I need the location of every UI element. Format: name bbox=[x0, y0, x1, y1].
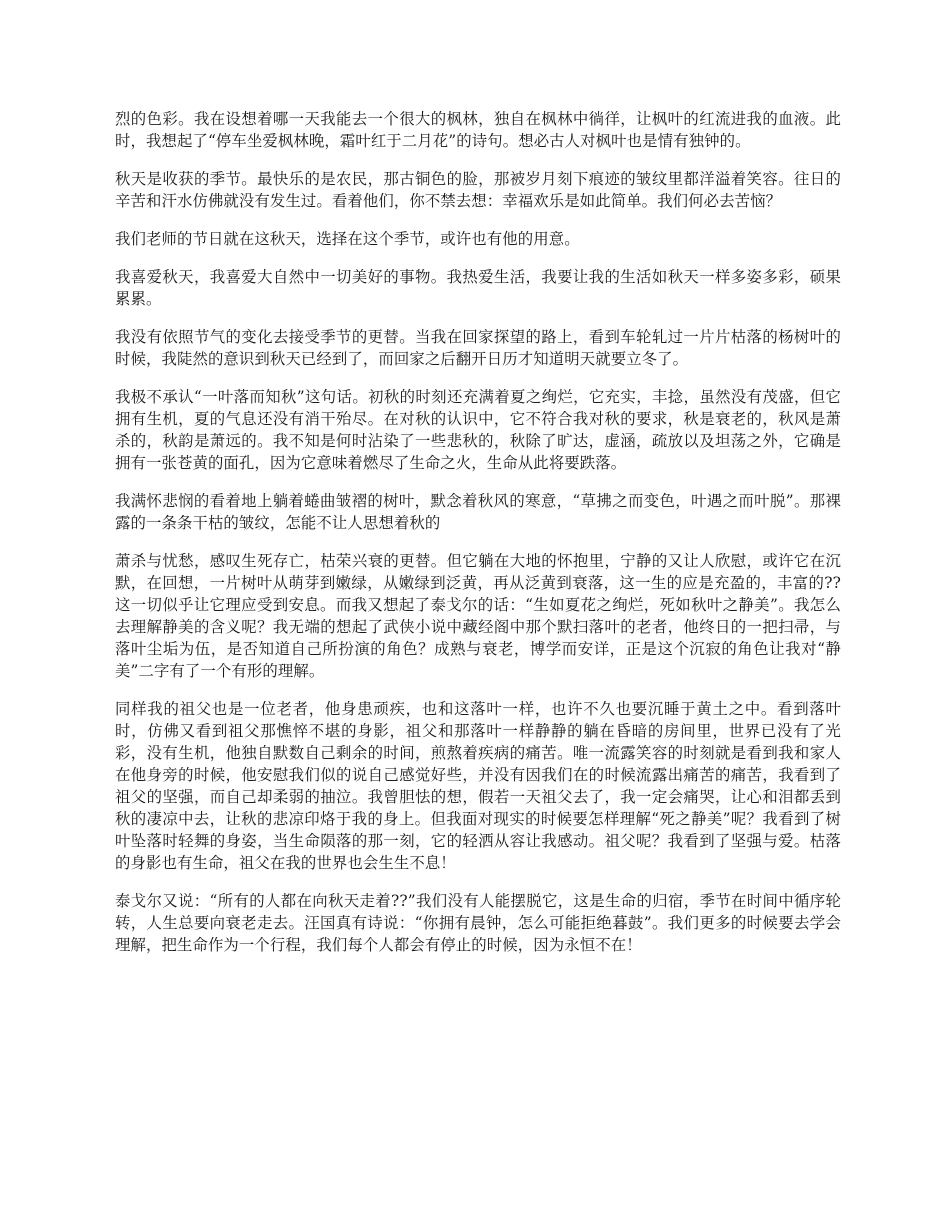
paragraph-2: 秋天是收获的季节。最快乐的是农民，那古铜色的脸，那被岁月刻下痕迹的皱纹里都洋溢着笑容。往日的辛苦和汗水仿佛就没有发生过。看着他们，你不禁去想：幸福欢乐是如此简单。我们何必去苦恼？ bbox=[115, 170, 841, 210]
paragraph-1: 烈的色彩。我在设想着哪一天我能去一个很大的枫林，独自在枫林中徜徉，让枫叶的红流进我的血液。此时，我想起了“停车坐爱枫林晚，霜叶红于二月花”的诗句。想必古人对枫叶也是情有独钟的。 bbox=[115, 110, 841, 150]
paragraph-9: 同样我的祖父也是一位老者，他身患顽疾，也和这落叶一样，也许不久也要沉睡于黄土之中。看到落叶时，仿佛又看到祖父那憔悴不堪的身影，祖父和那落叶一样静静的躺在昏暗的房间里，世界已没有了光彩，没有生机，他独自默数自己剩余的时间，煎熬着疾病的痛苦。唯一流露笑容的时刻就是看到我和家人在他身旁的时候，他安慰我们似的说自己感觉好些，并没有因我们在的时候流露出痛苦的痛苦，我看到了祖父的坚强，而自己却柔弱的抽泣。我曾胆怯的想，假若一天祖父去了，我一定会痛哭，让心和泪都丢到秋的凄凉中去，让秋的悲凉印烙于我的身上。但我面对现实的时候要怎样理解“死之静美”呢？我看到了树叶坠落时轻舞的身姿，当生命陨落的那一刻，它的轻洒从容让我感动。祖父呢？我看到了坚强与爱。枯落的身影也有生命，祖父在我的世界也会生生不息！ bbox=[115, 700, 841, 872]
paragraph-4: 我喜爱秋天，我喜爱大自然中一切美好的事物。我热爱生活，我要让我的生活如秋天一样多姿多彩，硕果累累。 bbox=[115, 268, 841, 308]
paragraph-8: 萧杀与忧愁，感叹生死存亡，枯荣兴衰的更替。但它躺在大地的怀抱里，宁静的又让人欣慰，或许它在沉默，在回想，一片树叶从萌芽到嫩绿，从嫩绿到泛黄，再从泛黄到衰落，这一生的应是充盈的，丰富的??这一切似乎让它理应受到安息。而我又想起了泰戈尔的话：“生如夏花之绚烂，死如秋叶之静美”。我怎么去理解静美的含义呢？我无端的想起了武侠小说中藏经阁中那个默扫落叶的老者，他终日的一把扫帚，与落叶尘垢为伍，是否知道自己所扮演的角色？成熟与衰老，博学而安详，正是这个沉寂的角色让我对“静美”二字有了一个有形的理解。 bbox=[115, 552, 841, 680]
paragraph-6: 我极不承认“一叶落而知秋”这句话。初秋的时刻还充满着夏之绚烂，它充实，丰捻，虽然没有茂盛，但它拥有生机，夏的气息还没有消干殆尽。在对秋的认识中，它不符合我对秋的要求，秋是衰老的，秋风是萧杀的，秋韵是萧远的。我不知是何时沾染了一些悲秋的，秋除了旷达，虚涵，疏放以及坦荡之外，它确是拥有一张苍黄的面孔，因为它意味着燃尽了生命之火，生命从此将要跌落。 bbox=[115, 388, 841, 472]
paragraph-3: 我们老师的节日就在这秋天，选择在这个季节，或许也有他的用意。 bbox=[115, 230, 580, 248]
document-body bbox=[115, 108, 841, 972]
paragraph-10: 泰戈尔又说：“所有的人都在向秋天走着??”我们没有人能摆脱它，这是生命的归宿，季节在时间中循序轮转，人生总要向衰老走去。汪国真有诗说：“你拥有晨钟，怎么可能拒绝暮鼓”。我们更多的时候要去学会理解，把生命作为一个行程，我们每个人都会有停止的时候，因为永恒不在！ bbox=[115, 892, 841, 954]
paragraph-7: 我满怀悲悯的看着地上躺着蜷曲皱褶的树叶，默念着秋风的寒意，“草拂之而变色，叶遇之而叶脱”。那裸露的一条条干枯的皱纹，怎能不让人思想着秋的 bbox=[115, 492, 841, 532]
paragraph-5: 我没有依照节气的变化去接受季节的更替。当我在回家探望的路上，看到车轮轧过一片片枯落的杨树叶的时候，我陡然的意识到秋天已经到了，而回家之后翻开日历才知道明天就要立冬了。 bbox=[115, 328, 841, 368]
